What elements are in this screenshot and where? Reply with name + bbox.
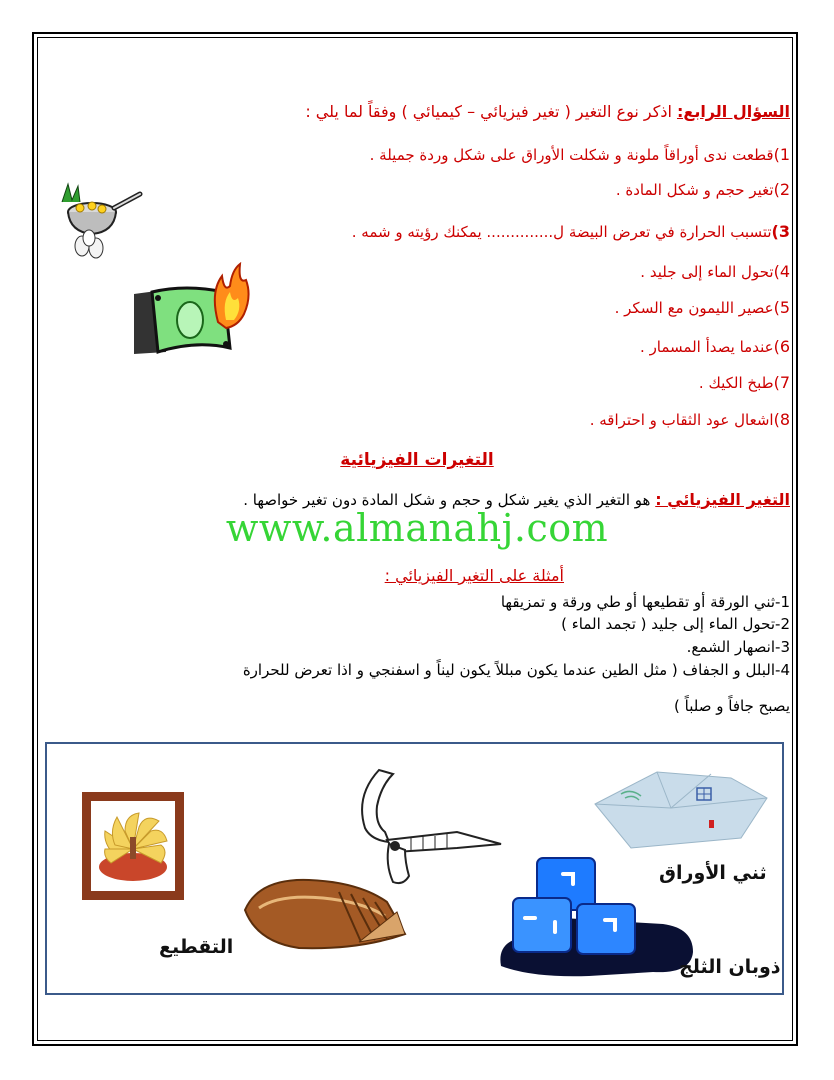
item-text: عصير الليمون مع السكر . (614, 299, 774, 317)
question-item-3 (352, 222, 790, 241)
question-item-6 (640, 337, 790, 356)
item-number: 2) (773, 180, 790, 199)
item-number: 8) (773, 410, 790, 429)
examples-title (385, 566, 564, 585)
question-item-1 (370, 145, 790, 164)
example-item-5: يصبح جافاً و صلباً ) (674, 697, 790, 715)
question-item-5 (615, 298, 790, 317)
item-text: طبخ الكيك . (698, 374, 774, 392)
item-number: 1) (773, 145, 790, 164)
scissors-icon (339, 766, 507, 888)
item-number: 7) (773, 373, 790, 392)
question-heading (305, 102, 790, 121)
item-text: تحول الماء إلى جليد . (640, 263, 774, 281)
example-item-1: 1-ثني الورقة أو تقطيعها أو طي ورقة و تمزيقها (500, 593, 790, 611)
item-text: تتسبب الحرارة في تعرض البيضة ل.............. يمكنك رؤيته و شمه . (351, 223, 772, 241)
item-number: 6) (773, 337, 790, 356)
caption-melting: ذوبان الثلج (679, 956, 781, 978)
section-title (0, 450, 834, 470)
definition-label: التغير الفيزيائي : (655, 490, 790, 509)
item-number: 5) (773, 298, 790, 317)
caption-folding: ثني الأوراق (659, 862, 767, 884)
example-item-4: 4-البلل و الجفاف ( مثل الطين عندما يكون مبللاً يكون ليناً و اسفنجي و اذا تعرض للحرارة (242, 661, 790, 679)
caption-cutting: التقطيع (159, 936, 234, 958)
question-title: السؤال الرابع: (676, 102, 790, 121)
item-text: قطعت ندى أوراقاً ملونة و شكلت الأوراق على شكل وردة جميلة . (369, 146, 774, 164)
example-item-2: 2-تحول الماء إلى جليد ( تجمد الماء ) (561, 615, 790, 633)
examples-title-text: أمثلة على التغير الفيزيائي : (384, 566, 564, 585)
example-item-3: 3-انصهار الشمع. (686, 638, 790, 656)
cooking-pot-eggs-icon (52, 180, 144, 262)
question-item-2 (616, 180, 790, 199)
item-number: 4) (773, 262, 790, 281)
folded-paper-image (591, 768, 771, 858)
section-title-text: التغيرات الفيزيائية (340, 450, 494, 470)
apple-slices-image (81, 791, 185, 901)
question-item-7 (699, 373, 790, 392)
question-item-8 (590, 410, 790, 429)
item-text: اشعال عود الثقاب و احتراقه . (589, 411, 774, 429)
burning-paper-icon (126, 262, 258, 366)
item-number: 3) (771, 222, 790, 241)
question-instruction: اذكر نوع التغير ( تغير فيزيائي – كيميائي ) وفقاً لما يلي : (305, 102, 677, 121)
watermark: www.almanahj.com (225, 506, 609, 550)
question-item-4 (640, 262, 790, 281)
item-text: عندما يصدأ المسمار . (640, 338, 774, 356)
item-text: تغير حجم و شكل المادة . (615, 181, 774, 199)
definition-text: هو التغير الذي يغير شكل و حجم و شكل المادة دون تغير خواصها . (243, 491, 656, 509)
physical-change-figure (45, 742, 784, 995)
